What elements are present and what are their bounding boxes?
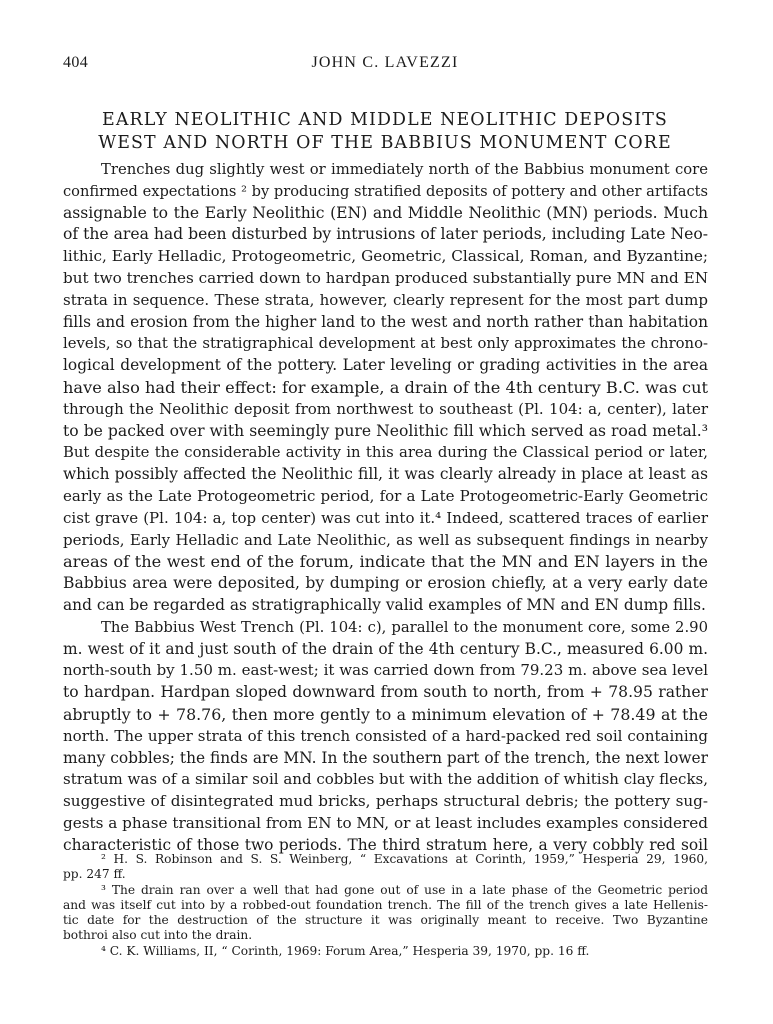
text-line: have also had their effect: for example, a drain of the 4th century B.C. was cut xyxy=(63,377,709,397)
text-line: lithic, Early Helladic, Protogeometric, Geometric, Classical, Roman, and Byzantine; xyxy=(63,247,708,266)
text-line: The Babbius West Trench (Pl. 104: c), parallel to the monument core, some 2.90 xyxy=(101,618,708,636)
text-line: assignable to the Early Neolithic (EN) and Middle Neolithic (MN) periods. Much xyxy=(63,203,708,222)
text-line: strata in sequence. These strata, however, clearly represent for the most part dump xyxy=(63,290,708,309)
section-heading xyxy=(63,109,707,155)
page-number: 404 xyxy=(63,54,89,71)
text-line: characteristic of those two periods. The third stratum here, a very cobbly red soil xyxy=(63,835,708,854)
footnote-3 xyxy=(63,883,708,944)
text-line: to hardpan. Hardpan sloped downward from south to north, from + 78.95 rather xyxy=(63,683,708,702)
text-line: m. west of it and just south of the drain of the 4th century B.C., measured 6.00 m. xyxy=(63,639,708,658)
text-line: confirmed expectations ² by producing stratified deposits of pottery and other artifacts xyxy=(63,182,708,200)
running-head-author: JOHN C. LAVEZZI xyxy=(311,54,459,71)
text-line: Babbius area were deposited, by dumping or erosion chiefly, at a very early date xyxy=(63,574,708,593)
text-line: but two trenches carried down to hardpan produced substantially pure MN and EN xyxy=(63,268,708,287)
text-line: suggestive of disintegrated mud bricks, perhaps structural debris; the pottery sug- xyxy=(63,792,708,811)
footnote-line: bothroi also cut into the drain. xyxy=(63,928,253,943)
text-line: But despite the considerable activity in this area during the Classical period or later, xyxy=(63,444,708,462)
text-line: periods, Early Helladic and Late Neolithic, as well as subsequent findings in nearby xyxy=(63,530,708,549)
footnotes xyxy=(63,852,708,959)
text-line: levels, so that the stratigraphical development at best only approximates the chrono- xyxy=(63,335,708,353)
text-line: through the Neolithic deposit from northwest to southeast (Pl. 104: a, center), later xyxy=(63,399,708,418)
footnote-line: pp. 247 ff. xyxy=(63,867,126,882)
text-line: early as the Late Protogeometric period, for a Late Protogeometric-Early Geometric xyxy=(63,486,708,505)
text-line: many cobbles; the finds are MN. In the southern part of the trench, the next lower xyxy=(63,748,708,767)
section-heading-line: WEST AND NORTH OF THE BABBIUS MONUMENT CORE xyxy=(98,133,672,153)
text-line: gests a phase transitional from EN to MN, or at least includes examples considered xyxy=(63,813,708,832)
section-heading-line: EARLY NEOLITHIC AND MIDDLE NEOLITHIC DEPOSITS xyxy=(102,110,668,130)
text-line: north. The upper strata of this trench consisted of a hard-packed red soil containing xyxy=(63,726,708,745)
footnote-line: ³ The drain ran over a well that had gone out of use in a late phase of the Geometric period xyxy=(101,882,708,897)
text-line: Trenches dug slightly west or immediately north of the Babbius monument core xyxy=(101,161,708,178)
footnote-line: and was itself cut into by a robbed-out foundation trench. The fill of the trench gives a late Hellenis- xyxy=(63,897,708,912)
running-head xyxy=(63,54,707,78)
text-line: cist grave (Pl. 104: a, top center) was cut into it.⁴ Indeed, scattered traces of earlier xyxy=(63,508,708,527)
footnote-line: ⁴ C. K. Williams, II, “ Corinth, 1969: Forum Area,” Hesperia 39, 1970, pp. 16 ff. xyxy=(101,943,590,958)
text-line: north-south by 1.50 m. east-west; it was carried down from 79.23 m. above sea level xyxy=(63,661,708,680)
text-line: to be packed over with seemingly pure Neolithic fill which served as road metal.³ xyxy=(63,421,708,440)
text-line: areas of the west end of the forum, indicate that the MN and EN layers in the xyxy=(63,552,708,572)
text-line: and can be regarded as stratigraphically valid examples of MN and EN dump fills. xyxy=(63,595,706,614)
text-line: stratum was of a similar soil and cobbles but with the addition of whitish clay flecks, xyxy=(63,770,708,789)
body-text xyxy=(63,159,708,857)
paragraph-2 xyxy=(63,617,708,857)
footnote-line: tic date for the destruction of the structure it was originally meant to receive. Two Byzantine xyxy=(63,913,708,928)
text-line: logical development of the pottery. Later leveling or grading activities in the area xyxy=(63,356,708,375)
footnote-4 xyxy=(63,944,708,959)
footnote-2 xyxy=(63,852,708,883)
paragraph-1 xyxy=(63,159,708,617)
text-line: abruptly to + 78.76, then more gently to a minimum elevation of + 78.49 at the xyxy=(63,704,708,724)
text-line: which possibly affected the Neolithic fill, it was clearly already in place at least as xyxy=(63,465,708,484)
footnote-line: ² H. S. Robinson and S. S. Weinberg, “ Excavations at Corinth, 1959,” Hesperia 29, 1960, xyxy=(101,852,708,866)
text-line: fills and erosion from the higher land to the west and north rather than habitation xyxy=(63,312,708,331)
text-line: of the area had been disturbed by intrusions of later periods, including Late Neo- xyxy=(63,225,708,244)
